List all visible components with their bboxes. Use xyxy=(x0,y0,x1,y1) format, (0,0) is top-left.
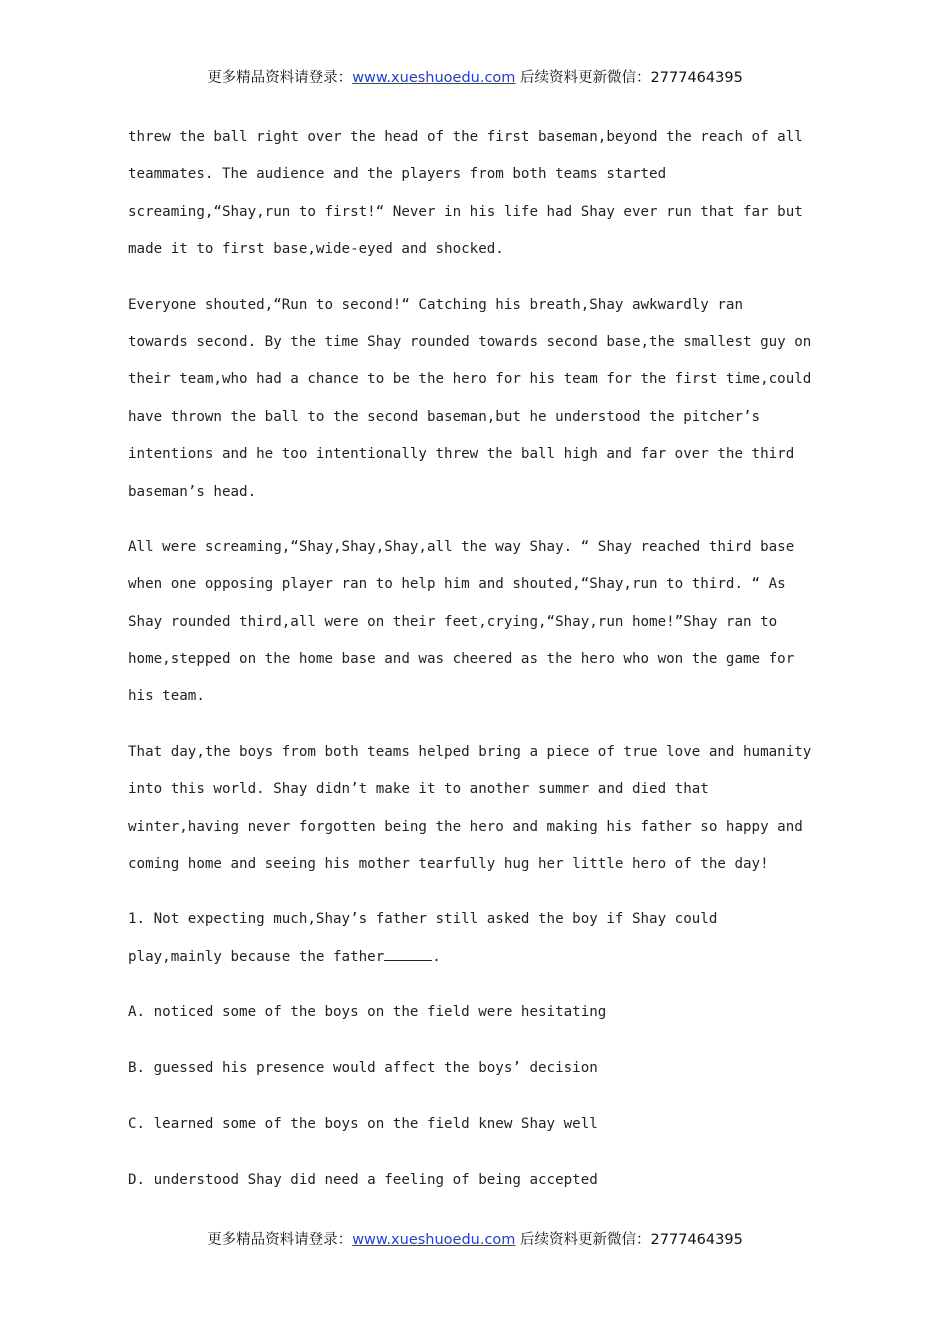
document-body xyxy=(128,126,818,1224)
text-line: winter,having never forgotten being the hero and making his father so happy and xyxy=(128,818,803,835)
text-line: threw the ball right over the head of the first baseman,beyond the reach of all xyxy=(128,129,803,145)
text-line: home,stepped on the home base and was cheered as the hero who won the game for xyxy=(128,651,795,668)
text-line: All were screaming,“Shay,Shay,Shay,all the way Shay. “ Shay reached third base xyxy=(128,538,795,555)
text-line: made it to first base,wide-eyed and shocked. xyxy=(128,241,504,258)
text-line: his team. xyxy=(128,688,205,705)
paragraph-3 xyxy=(128,536,818,723)
question-stem: 1. Not expecting much,Shay’s father still asked the boy if Shay could xyxy=(128,911,718,928)
text-line: That day,the boys from both teams helped bring a piece of true love and humanity xyxy=(128,743,812,760)
text-line: their team,who had a chance to be the hero for his team for the first time,could xyxy=(128,371,812,388)
footer-link[interactable]: www.xueshuoedu.com xyxy=(352,1232,516,1248)
text-line: baseman’s head. xyxy=(128,483,257,500)
text-line: Shay rounded third,all were on their feet,crying,“Shay,run home!”Shay ran to xyxy=(128,613,778,630)
option-d: D. understood Shay did need a feeling of being accepted xyxy=(128,1171,598,1188)
question-end-punct: . xyxy=(432,948,441,965)
text-line: Everyone shouted,“Run to second!“ Catching his breath,Shay awkwardly ran xyxy=(128,296,743,313)
text-line: teammates. The audience and the players from both teams started xyxy=(128,166,667,183)
option-c: C. learned some of the boys on the field knew Shay well xyxy=(128,1115,598,1132)
option-b: B. guessed his presence would affect the boys’ decision xyxy=(128,1060,598,1076)
text-line: into this world. Shay didn’t make it to another summer and died that xyxy=(128,781,709,798)
paragraph-2 xyxy=(128,294,818,518)
header-prefix: 更多精品资料请登录： xyxy=(207,70,353,86)
footer-suffix: 后续资料更新微信：2777464395 xyxy=(515,1232,743,1248)
text-line: towards second. By the time Shay rounded towards second base,the smallest guy on xyxy=(128,333,812,350)
question-text: play,mainly because the father xyxy=(128,948,385,965)
text-line: have thrown the ball to the second baseman,but he understood the pitcher’s xyxy=(128,408,761,425)
text-line: screaming,“Shay,run to first!“ Never in his life had Shay ever run that far but xyxy=(128,203,803,220)
paragraph-1 xyxy=(128,126,818,276)
text-line: when one opposing player ran to help him and shouted,“Shay,run to third. “ As xyxy=(128,576,786,593)
question-1 xyxy=(128,908,818,983)
header-link[interactable]: www.xueshuoedu.com xyxy=(352,70,516,86)
answer-blank xyxy=(384,946,432,961)
header-suffix: 后续资料更新微信：2777464395 xyxy=(515,70,743,86)
text-line: coming home and seeing his mother tearfully hug her little hero of the day! xyxy=(128,856,769,873)
option-a: A. noticed some of the boys on the field were hesitating xyxy=(128,1004,607,1021)
paragraph-4 xyxy=(128,741,818,891)
text-line: intentions and he too intentionally threw the ball high and far over the third xyxy=(128,446,795,463)
footer-prefix: 更多精品资料请登录： xyxy=(207,1232,353,1248)
page-header xyxy=(0,66,950,87)
question-stem-continued xyxy=(128,946,818,983)
page-footer xyxy=(0,1228,950,1249)
